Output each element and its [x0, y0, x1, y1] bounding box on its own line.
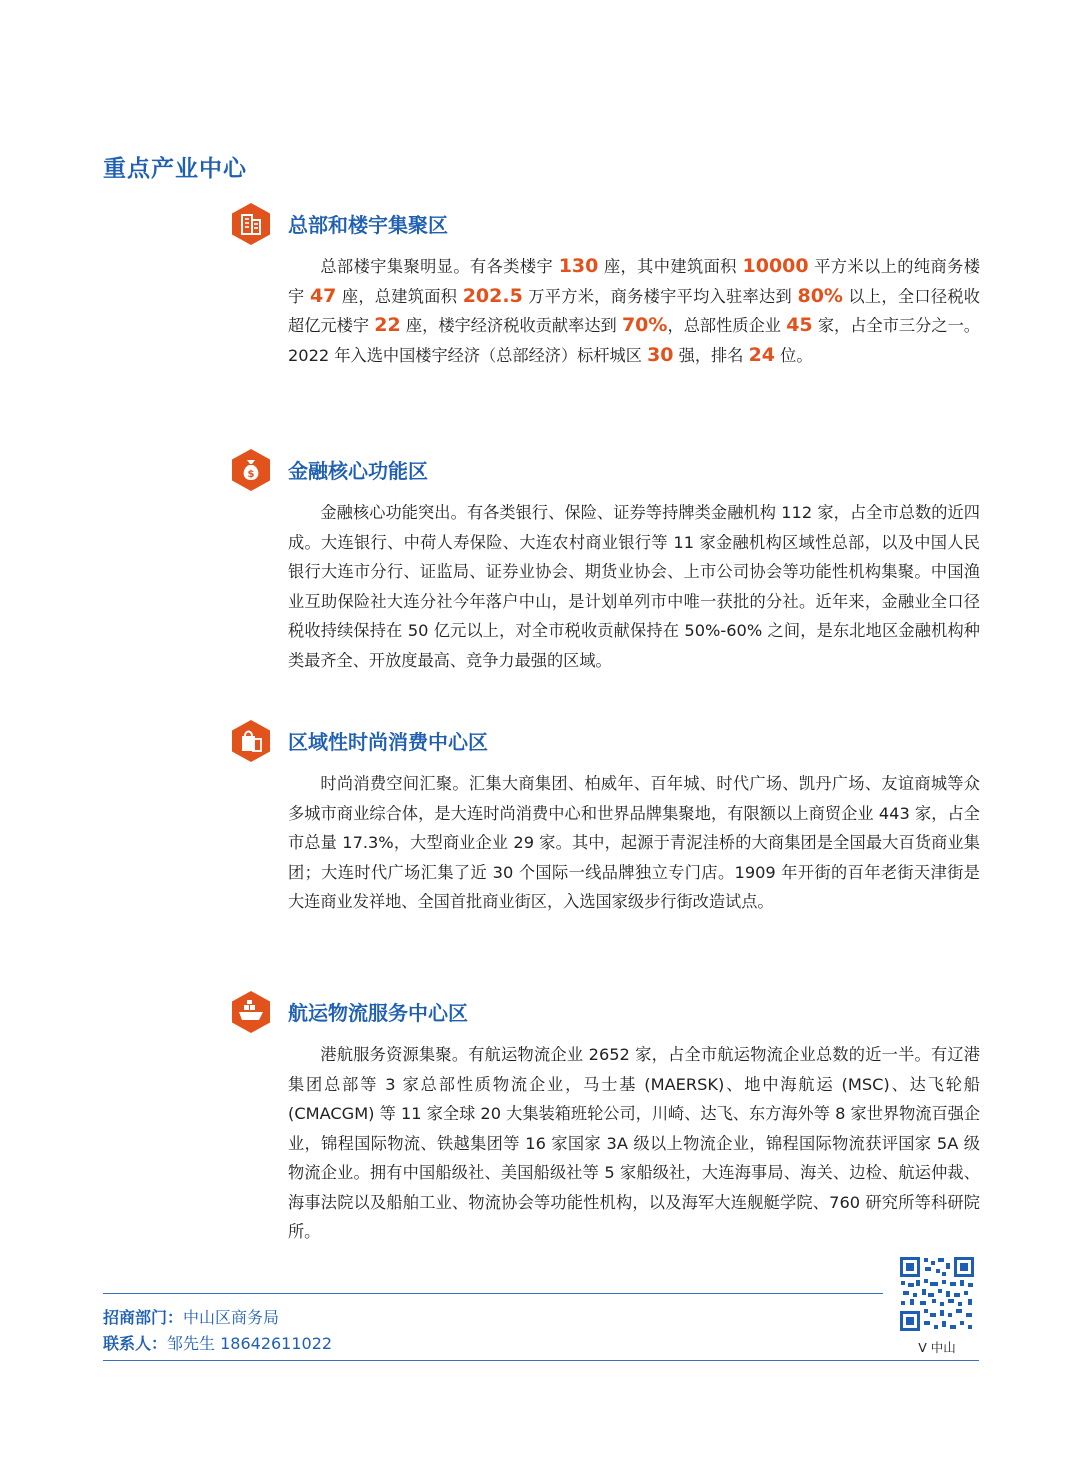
qr-code-icon[interactable]	[898, 1255, 976, 1333]
section-body: 时尚消费空间汇聚。汇集大商集团、柏威年、百年城、时代广场、凯丹广场、友谊商城等众多城市商业综合体，是大连时尚消费中心和世界品牌集聚地，有限额以上商贸企业 443 家，占全市总量 17.3%，大型商业企业 29 家。其中，起源于青泥洼桥的大商集团是全国最大百货商业集团；大连时代广场汇集了近 30 个国际一线品牌独立专门店。1909 年开街的百年老街天津街是大连商业发祥地、全国首批商业街区，入选国家级步行街改造试点。	[288, 774, 980, 911]
footer-divider-bottom	[103, 1360, 979, 1361]
section-body: 总部楼宇集聚明显。有各类楼宇 130 座，其中建筑面积 10000 平方米以上的纯商务楼宇 47 座，总建筑面积 202.5 万平方米，商务楼宇平均入驻率达到 80% 以上，全口径税收超亿元楼宇 22 座，楼宇经济税收贡献率达到 70%，总部性质企业 45 家，占全市三分之一。2022 年入选中国楼宇经济（总部经济）标杆城区 30 强，排名 24 位。	[288, 255, 980, 366]
section-fashion	[230, 719, 980, 917]
section-shipping	[230, 990, 980, 1247]
page-title: 重点产业中心	[103, 156, 247, 182]
section-finance	[230, 448, 980, 675]
ship-icon	[230, 990, 272, 1034]
building-icon	[230, 202, 272, 246]
qr-caption: V 中山	[918, 1340, 956, 1355]
shopping-bag-icon	[230, 719, 272, 763]
section-body: 港航服务资源集聚。有航运物流企业 2652 家，占全市航运物流企业总数的近一半。有辽港集团总部等 3 家总部性质物流企业，马士基 (MAERSK)、地中海航运 (MSC)、达飞轮船 (CMACGM) 等 11 家全球 20 大集装箱班轮公司，川崎、达飞、东方海外等 8 家世界物流百强企业，锦程国际物流、铁越集团等 16 家国家 3A 级以上物流企业，锦程国际物流获评国家 5A 级物流企业。拥有中国船级社、美国船级社等 5 家船级社，大连海事局、海关、边检、航运仲裁、海事法院以及船舶工业、物流协会等功能性机构，以及海军大连舰艇学院、760 研究所等科研院所。	[288, 1045, 981, 1241]
money-bag-icon	[230, 448, 272, 492]
section-body: 金融核心功能突出。有各类银行、保险、证券等持牌类金融机构 112 家，占全市总数的近四成。大连银行、中荷人寿保险、大连农村商业银行等 11 家金融机构区域性总部，以及中国人民银行大连市分行、证监局、证券业协会、期货业协会、上市公司协会等功能性机构集聚。中国渔业互助保险社大连分社今年落户中山，是计划单列市中唯一获批的分社。近年来，金融业全口径税收持续保持在 50 亿元以上，对全市税收贡献保持在 50%-60% 之间，是东北地区金融机构种类最齐全、开放度最高、竞争力最强的区域。	[288, 503, 980, 670]
contact-dept: 招商部门：中山区商务局	[103, 1308, 280, 1327]
footer-divider-top	[103, 1293, 883, 1294]
section-title: 金融核心功能区	[288, 459, 428, 483]
svg-text:$: $	[247, 469, 255, 480]
section-headquarters	[230, 202, 980, 370]
section-title: 区域性时尚消费中心区	[288, 730, 488, 754]
section-title: 总部和楼宇集聚区	[288, 213, 448, 237]
section-title: 航运物流服务中心区	[288, 1001, 468, 1025]
contact-person: 联系人：邹先生 18642611022	[103, 1334, 333, 1353]
